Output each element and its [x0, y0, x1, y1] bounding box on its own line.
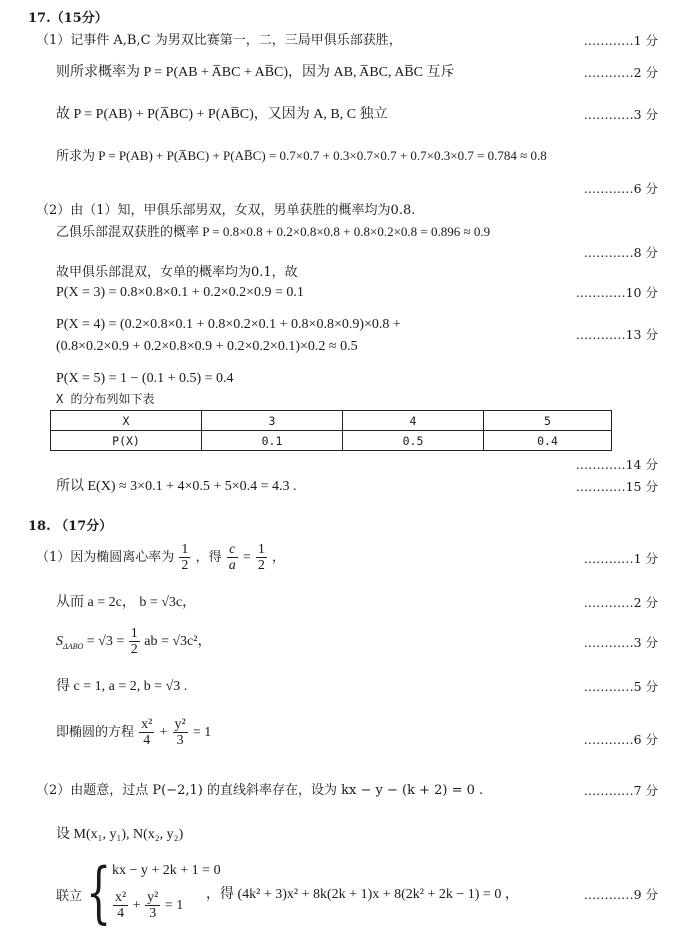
q17-p2-line4: P(X = 3) = 0.8×0.8×0.1 + 0.2×0.2×0.9 = 0.1: [56, 285, 304, 300]
denominator: 2: [181, 558, 189, 573]
q17-header: 17.（15分）: [28, 11, 108, 26]
q18-score-5: …………5 分: [583, 679, 658, 694]
text: ab = √3c²，: [144, 634, 212, 649]
q17-p2-line5: P(X = 4) = (0.2×0.8×0.1 + 0.8×0.2×0.1 + 0.8×0.8×0.9)×0.8 +: [56, 317, 401, 332]
area-symbol: S: [56, 634, 63, 649]
q17-score-2: …………2 分: [583, 65, 658, 80]
numerator: y²: [174, 717, 186, 732]
fraction: [227, 542, 238, 573]
fraction: [173, 717, 188, 748]
q17-score-1: …………1 分: [583, 33, 658, 48]
text: = 1: [164, 898, 184, 913]
plus-sign: +: [159, 725, 168, 740]
table-cell: 0.4: [484, 431, 612, 451]
q17-p1-line2: 则所求概率为 P = P(AB + A̅BC + AB̅C)，因为 AB, A̅BC, AB̅C 互斥: [56, 65, 455, 80]
q17-score-3: …………3 分: [583, 107, 658, 122]
q17-score-6: …………6 分: [583, 181, 658, 196]
table-row: [51, 411, 612, 431]
q18-header: 18. （17分）: [28, 519, 113, 534]
q17-score-15: …………15 分: [575, 479, 658, 494]
table-cell: 5: [484, 411, 612, 431]
q17-score-10: …………10 分: [575, 285, 658, 300]
table-caption: X 的分布列如下表: [56, 392, 155, 406]
denominator: a: [228, 558, 236, 573]
denominator: 4: [143, 733, 151, 748]
plus-sign: +: [132, 898, 141, 913]
system-result: ，得 (4k² + 3)x² + 8k(2k + 1)x + 8(2k² + 2k − 1) = 0 ，: [206, 887, 519, 902]
system-label: 联立: [56, 889, 83, 904]
q18-score-9: …………9 分: [583, 887, 658, 902]
q17-p2-line8: 所以 E(X) ≈ 3×0.1 + 4×0.5 + 5×0.4 = 4.3 .: [56, 479, 297, 494]
q18-score-1: …………1 分: [583, 551, 658, 566]
q17-score-14: …………14 分: [575, 457, 658, 472]
denominator: 3: [176, 733, 184, 748]
left-brace: {: [86, 854, 112, 931]
q17-p2-line6: (0.8×0.2×0.9 + 0.2×0.8×0.9 + 0.2×0.2×0.1)×0.2 ≈ 0.5: [56, 339, 358, 354]
numerator: 1: [257, 542, 265, 557]
q18-p2-line1: （2）由题意，过点 P(−2,1) 的直线斜率存在，设为 kx − y − (k + 2) = 0 .: [36, 783, 484, 798]
q18-p2-line2: 设 M(x₁, y₁), N(x₂, y₂): [56, 827, 184, 842]
numerator: 1: [181, 542, 189, 557]
q17-p2-line1: （2）由（1）知，甲俱乐部男双，女双，男单获胜的概率均为0.8.: [36, 203, 416, 218]
numerator: x²: [115, 890, 127, 906]
q17-score-13: …………13 分: [575, 327, 658, 342]
text: （1）因为椭圆离心率为: [36, 550, 175, 565]
q18-p1-line3: [56, 625, 211, 664]
table-cell: 4: [343, 411, 484, 431]
distribution-table: [50, 410, 612, 451]
fraction: [139, 717, 154, 748]
denominator: 4: [117, 906, 125, 922]
table-cell: P(X): [51, 431, 202, 451]
table-row: [51, 431, 612, 451]
fraction: [179, 542, 190, 573]
text: ，: [272, 550, 286, 565]
subscript: ΔABO: [63, 641, 84, 651]
denominator: 2: [130, 642, 138, 658]
q17-p1-line3: 故 P = P(AB) + P(A̅BC) + P(AB̅C)，又因为 A, B, C 独立: [56, 107, 388, 122]
text: = √3 =: [83, 634, 128, 649]
q18-p1-line4: 得 c = 1, a = 2, b = √3 .: [56, 679, 188, 694]
numerator: c: [227, 542, 238, 558]
fraction: [256, 542, 267, 573]
q17-p1-line4: 所求为 P = P(AB) + P(A̅BC) + P(AB̅C) = 0.7×0.7 + 0.3×0.7×0.7 + 0.7×0.3×0.7 = 0.784 ≈ 0.8: [56, 148, 547, 163]
table-cell: 0.1: [202, 431, 343, 451]
denominator: 3: [149, 906, 157, 922]
q18-score-7: …………7 分: [583, 783, 658, 798]
numerator: y²: [147, 890, 159, 906]
system-equation-1: kx − y + 2k + 1 = 0: [112, 863, 221, 878]
q18-score-3: …………3 分: [583, 635, 658, 650]
table-cell: 3: [202, 411, 343, 431]
denominator: 2: [257, 558, 265, 573]
table-cell: 0.5: [343, 431, 484, 451]
table-cell: X: [51, 411, 202, 431]
q18-score-6: …………6 分: [583, 732, 658, 747]
q18-p1-line2: 从而 a = 2c， b = √3c，: [56, 595, 197, 610]
q17-p1-line1: （1）记事件 A,B,C 为男双比赛第一，二，三局甲俱乐部获胜，: [36, 33, 402, 48]
text: = 1: [192, 725, 212, 740]
q18-score-2: …………2 分: [583, 595, 658, 610]
system-equation-2: [112, 886, 183, 926]
numerator: x²: [141, 717, 153, 732]
fraction: [113, 890, 128, 921]
fraction: [129, 626, 140, 657]
q18-p1-line1: [36, 541, 285, 575]
equals-sign: =: [242, 550, 251, 565]
fraction: [145, 890, 160, 921]
q17-p2-line7: P(X = 5) = 1 − (0.1 + 0.5) = 0.4: [56, 371, 234, 386]
q17-score-8: …………8 分: [583, 245, 658, 260]
text: ，得: [195, 550, 222, 565]
q17-p2-line2: 乙俱乐部混双获胜的概率 P = 0.8×0.8 + 0.2×0.8×0.8 + 0.8×0.2×0.8 = 0.896 ≈ 0.9: [56, 224, 491, 239]
numerator: 1: [130, 626, 138, 642]
text: 即椭圆的方程: [56, 725, 135, 740]
q17-p2-line3: 故甲俱乐部混双，女单的概率均为0.1，故: [56, 265, 298, 280]
q18-p1-line5: [56, 713, 211, 753]
